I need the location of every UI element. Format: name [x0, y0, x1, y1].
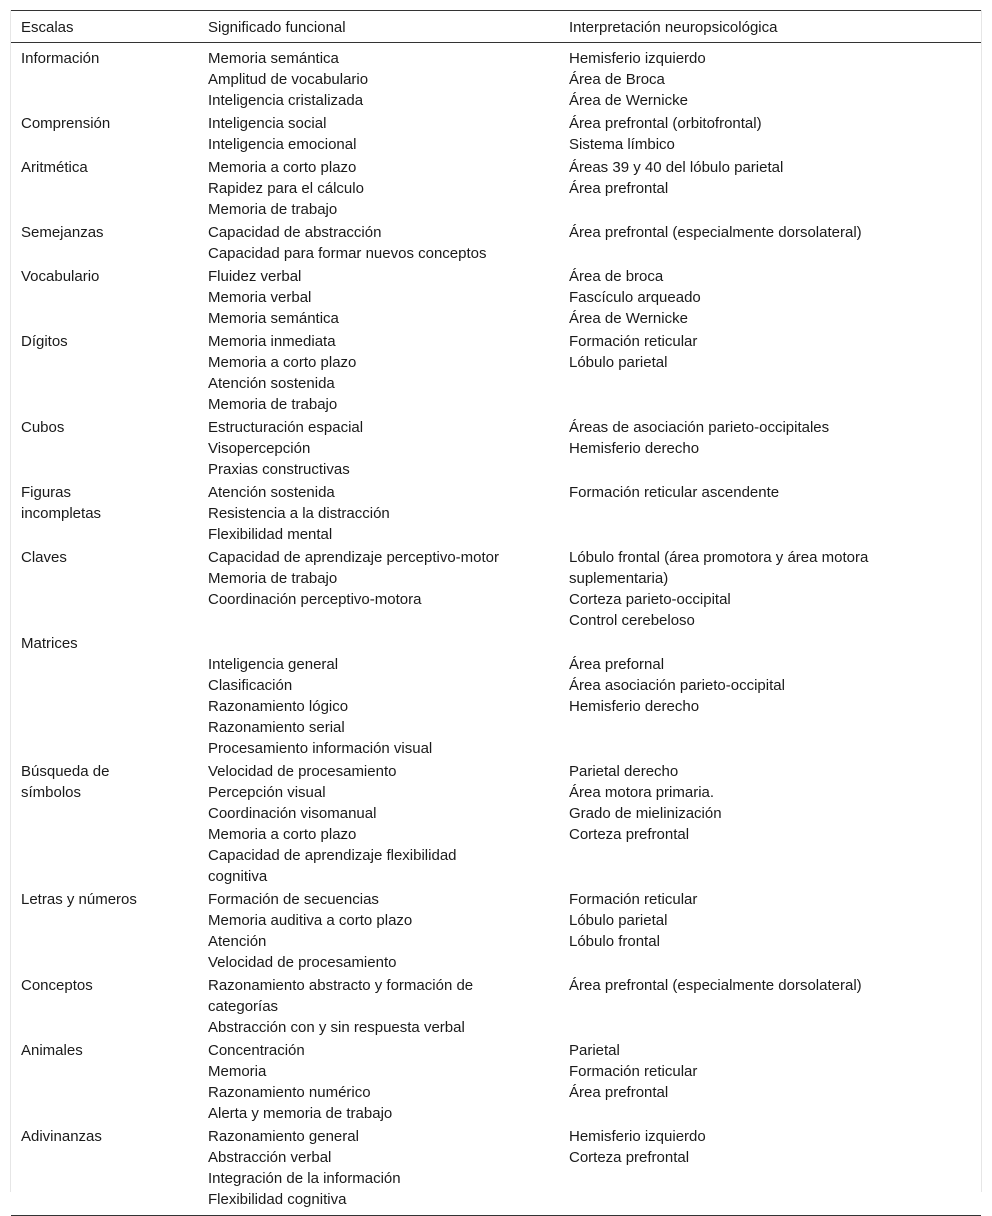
cell-line: Memoria de trabajo — [208, 396, 338, 413]
cell-line: Razonamiento general — [208, 1128, 359, 1145]
cell-line: Dígitos — [21, 333, 68, 350]
cell-line: Procesamiento información visual — [208, 740, 433, 757]
cell-line: Área prefrontal — [569, 180, 669, 197]
cell-interpretacion-neuropsicologica — [559, 43, 981, 114]
cell-escala — [11, 157, 198, 222]
cell-line: Flexibilidad cognitiva — [208, 1191, 347, 1208]
header-significado-funcional: Significado funcional — [198, 11, 559, 43]
cell-significado-funcional — [198, 1040, 559, 1126]
cell-line: Conceptos — [21, 977, 93, 994]
cell-significado-funcional — [198, 43, 559, 114]
table-body — [11, 43, 981, 1216]
cell-significado-funcional — [198, 157, 559, 222]
cell-line: Áreas 39 y 40 del lóbulo parietal — [569, 159, 784, 176]
cell-interpretacion-neuropsicologica — [559, 331, 981, 417]
cell-escala — [11, 1040, 198, 1126]
table-row — [11, 417, 981, 482]
cell-line: Formación de secuencias — [208, 891, 379, 908]
table-container — [10, 10, 982, 1208]
cell-line: Capacidad de aprendizaje perceptivo-motor — [208, 549, 500, 566]
cell-line: Atención — [208, 933, 267, 950]
cell-line: Comprensión — [21, 115, 111, 132]
cell-interpretacion-neuropsicologica — [559, 157, 981, 222]
cell-line: Formación reticular — [569, 1063, 698, 1080]
cell-escala — [11, 547, 198, 633]
cell-significado-funcional — [198, 761, 559, 889]
cell-significado-funcional — [198, 331, 559, 417]
cell-line: Inteligencia cristalizada — [208, 92, 364, 109]
table-row — [11, 975, 981, 1040]
cell-line: Integración de la información — [208, 1170, 401, 1187]
cell-line: Razonamiento lógico — [208, 698, 349, 715]
cell-significado-funcional — [198, 547, 559, 633]
cell-line — [208, 633, 559, 654]
table-row — [11, 222, 981, 266]
cell-line: Aritmética — [21, 159, 88, 176]
cell-line: Memoria — [208, 1063, 267, 1080]
cell-line: Estructuración espacial — [208, 419, 364, 436]
cell-line: Área de Wernicke — [569, 92, 688, 109]
cell-line: Área prefornal — [569, 656, 665, 673]
cell-line: Inteligencia general — [208, 656, 339, 673]
cell-interpretacion-neuropsicologica — [559, 761, 981, 889]
cell-line: Parietal — [569, 1042, 620, 1059]
cell-line: Coordinación perceptivo-motora — [208, 591, 422, 608]
cell-line: Amplitud de vocabulario — [208, 71, 369, 88]
cell-line: Área de Wernicke — [569, 310, 688, 327]
cell-line: Corteza prefrontal — [569, 826, 690, 843]
cell-interpretacion-neuropsicologica — [559, 222, 981, 266]
cell-significado-funcional — [198, 113, 559, 157]
cell-line: Memoria a corto plazo — [208, 826, 357, 843]
cell-line: Memoria a corto plazo — [208, 354, 357, 371]
cell-line: Rapidez para el cálculo — [208, 180, 364, 197]
cell-line: Inteligencia emocional — [208, 136, 357, 153]
cell-significado-funcional — [198, 222, 559, 266]
cell-line: Hemisferio derecho — [569, 440, 700, 457]
cell-line: Memoria inmediata — [208, 333, 336, 350]
cell-line: Corteza prefrontal — [569, 1149, 690, 1166]
cell-line: Clasificación — [208, 677, 293, 694]
cell-line: Claves — [21, 549, 67, 566]
cell-interpretacion-neuropsicologica — [559, 889, 981, 975]
cell-line: Vocabulario — [21, 268, 100, 285]
cell-escala — [11, 222, 198, 266]
cell-line: Área prefrontal (especialmente dorsolateral) — [569, 224, 862, 241]
cell-line: Memoria verbal — [208, 289, 312, 306]
table-row — [11, 157, 981, 222]
cell-line: Velocidad de procesamiento — [208, 763, 397, 780]
cell-line: Atención sostenida — [208, 484, 335, 501]
cell-line: Capacidad de aprendizaje flexibilidad — [208, 847, 457, 864]
cell-line: Fascículo arqueado — [569, 289, 701, 306]
cell-escala — [11, 1126, 198, 1216]
cell-line: Formación reticular ascendente — [569, 484, 780, 501]
table-row — [11, 889, 981, 975]
cell-interpretacion-neuropsicologica — [559, 975, 981, 1040]
cell-line: Memoria de trabajo — [208, 570, 338, 587]
table-row — [11, 266, 981, 331]
cell-line: Capacidad de abstracción — [208, 224, 382, 241]
table-row — [11, 331, 981, 417]
cell-line: Concentración — [208, 1042, 305, 1059]
cell-line: Información — [21, 50, 100, 67]
cell-escala — [11, 266, 198, 331]
cell-line: Área prefrontal (orbitofrontal) — [569, 115, 762, 132]
cell-line: Área prefrontal — [569, 1084, 669, 1101]
cell-significado-funcional — [198, 633, 559, 761]
table-row — [11, 761, 981, 889]
cell-significado-funcional — [198, 266, 559, 331]
cell-line: Visopercepción — [208, 440, 311, 457]
cell-escala — [11, 761, 198, 889]
cell-line: Área asociación parieto-occipital — [569, 677, 785, 694]
cell-significado-funcional — [198, 482, 559, 547]
cell-escala — [11, 482, 198, 547]
cell-significado-funcional — [198, 1126, 559, 1216]
cell-line: Lóbulo frontal (área promotora y área motora — [569, 549, 869, 566]
cell-significado-funcional — [198, 975, 559, 1040]
cell-line: categorías — [208, 998, 279, 1015]
cell-line: Parietal derecho — [569, 763, 679, 780]
cell-line: Memoria de trabajo — [208, 201, 338, 218]
cell-significado-funcional — [198, 417, 559, 482]
cell-line: Razonamiento serial — [208, 719, 345, 736]
table-row — [11, 547, 981, 633]
cell-escala — [11, 633, 198, 761]
cell-line: Hemisferio izquierdo — [569, 50, 706, 67]
cell-line: Capacidad para formar nuevos conceptos — [208, 245, 487, 262]
cell-interpretacion-neuropsicologica — [559, 113, 981, 157]
header-interpretacion-neuropsicologica: Interpretación neuropsicológica — [559, 11, 981, 43]
table-row — [11, 482, 981, 547]
cell-line: Búsqueda de — [21, 763, 110, 780]
cell-escala — [11, 889, 198, 975]
cell-escala — [11, 975, 198, 1040]
table-row — [11, 633, 981, 761]
cell-line: Memoria auditiva a corto plazo — [208, 912, 413, 929]
cell-line: Fluidez verbal — [208, 268, 302, 285]
cell-significado-funcional — [198, 889, 559, 975]
cell-line — [569, 633, 981, 654]
header-escalas: Escalas — [11, 11, 198, 43]
cell-line: Abstracción con y sin respuesta verbal — [208, 1019, 465, 1036]
cell-line: Praxias constructivas — [208, 461, 350, 478]
cell-line: Animales — [21, 1042, 83, 1059]
cell-line: Área prefrontal (especialmente dorsolateral) — [569, 977, 862, 994]
table-row — [11, 43, 981, 114]
cell-line: suplementaria) — [569, 570, 669, 587]
cell-line: Figuras — [21, 484, 72, 501]
cell-line: Hemisferio derecho — [569, 698, 700, 715]
cell-interpretacion-neuropsicologica — [559, 1040, 981, 1126]
cell-interpretacion-neuropsicologica — [559, 547, 981, 633]
cell-line: Formación reticular — [569, 333, 698, 350]
cell-line: Lóbulo parietal — [569, 354, 668, 371]
cell-line: incompletas — [21, 505, 102, 522]
cell-line: Adivinanzas — [21, 1128, 102, 1145]
cell-line: cognitiva — [208, 868, 268, 885]
cell-line: Área de Broca — [569, 71, 665, 88]
cell-interpretacion-neuropsicologica — [559, 1126, 981, 1216]
cell-line: Razonamiento numérico — [208, 1084, 371, 1101]
cell-line: Corteza parieto-occipital — [569, 591, 731, 608]
cell-line: Control cerebeloso — [569, 612, 695, 629]
cell-line: Percepción visual — [208, 784, 326, 801]
cell-line: Atención sostenida — [208, 375, 335, 392]
cell-line: Memoria semántica — [208, 310, 339, 327]
cell-line: Razonamiento abstracto y formación de — [208, 977, 474, 994]
cell-line: Letras y números — [21, 891, 137, 908]
cell-line: Hemisferio izquierdo — [569, 1128, 706, 1145]
cell-line: Resistencia a la distracción — [208, 505, 390, 522]
cell-line: Sistema límbico — [569, 136, 675, 153]
table-row — [11, 113, 981, 157]
table-row — [11, 1126, 981, 1216]
cell-line: Alerta y memoria de trabajo — [208, 1105, 393, 1122]
neuropsychology-table — [11, 10, 981, 1216]
cell-escala — [11, 113, 198, 157]
cell-line: Abstracción verbal — [208, 1149, 332, 1166]
cell-interpretacion-neuropsicologica — [559, 482, 981, 547]
table-row — [11, 1040, 981, 1126]
table-header — [11, 11, 981, 43]
cell-escala — [11, 417, 198, 482]
cell-line: Inteligencia social — [208, 115, 327, 132]
cell-line: Área de broca — [569, 268, 664, 285]
header-row — [11, 11, 981, 43]
cell-line: Memoria semántica — [208, 50, 339, 67]
cell-interpretacion-neuropsicologica — [559, 417, 981, 482]
cell-line: Grado de mielinización — [569, 805, 722, 822]
cell-line: Coordinación visomanual — [208, 805, 377, 822]
cell-line: Velocidad de procesamiento — [208, 954, 397, 971]
cell-line: Matrices — [21, 635, 78, 652]
cell-line: Área motora primaria. — [569, 784, 715, 801]
cell-line: Semejanzas — [21, 224, 104, 241]
cell-line: Lóbulo parietal — [569, 912, 668, 929]
cell-line: Memoria a corto plazo — [208, 159, 357, 176]
cell-line: Lóbulo frontal — [569, 933, 660, 950]
cell-interpretacion-neuropsicologica — [559, 633, 981, 761]
cell-escala — [11, 43, 198, 114]
cell-line: Cubos — [21, 419, 65, 436]
cell-interpretacion-neuropsicologica — [559, 266, 981, 331]
cell-line: símbolos — [21, 784, 82, 801]
cell-escala — [11, 331, 198, 417]
cell-line: Flexibilidad mental — [208, 526, 333, 543]
cell-line: Áreas de asociación parieto-occipitales — [569, 419, 830, 436]
cell-line: Formación reticular — [569, 891, 698, 908]
